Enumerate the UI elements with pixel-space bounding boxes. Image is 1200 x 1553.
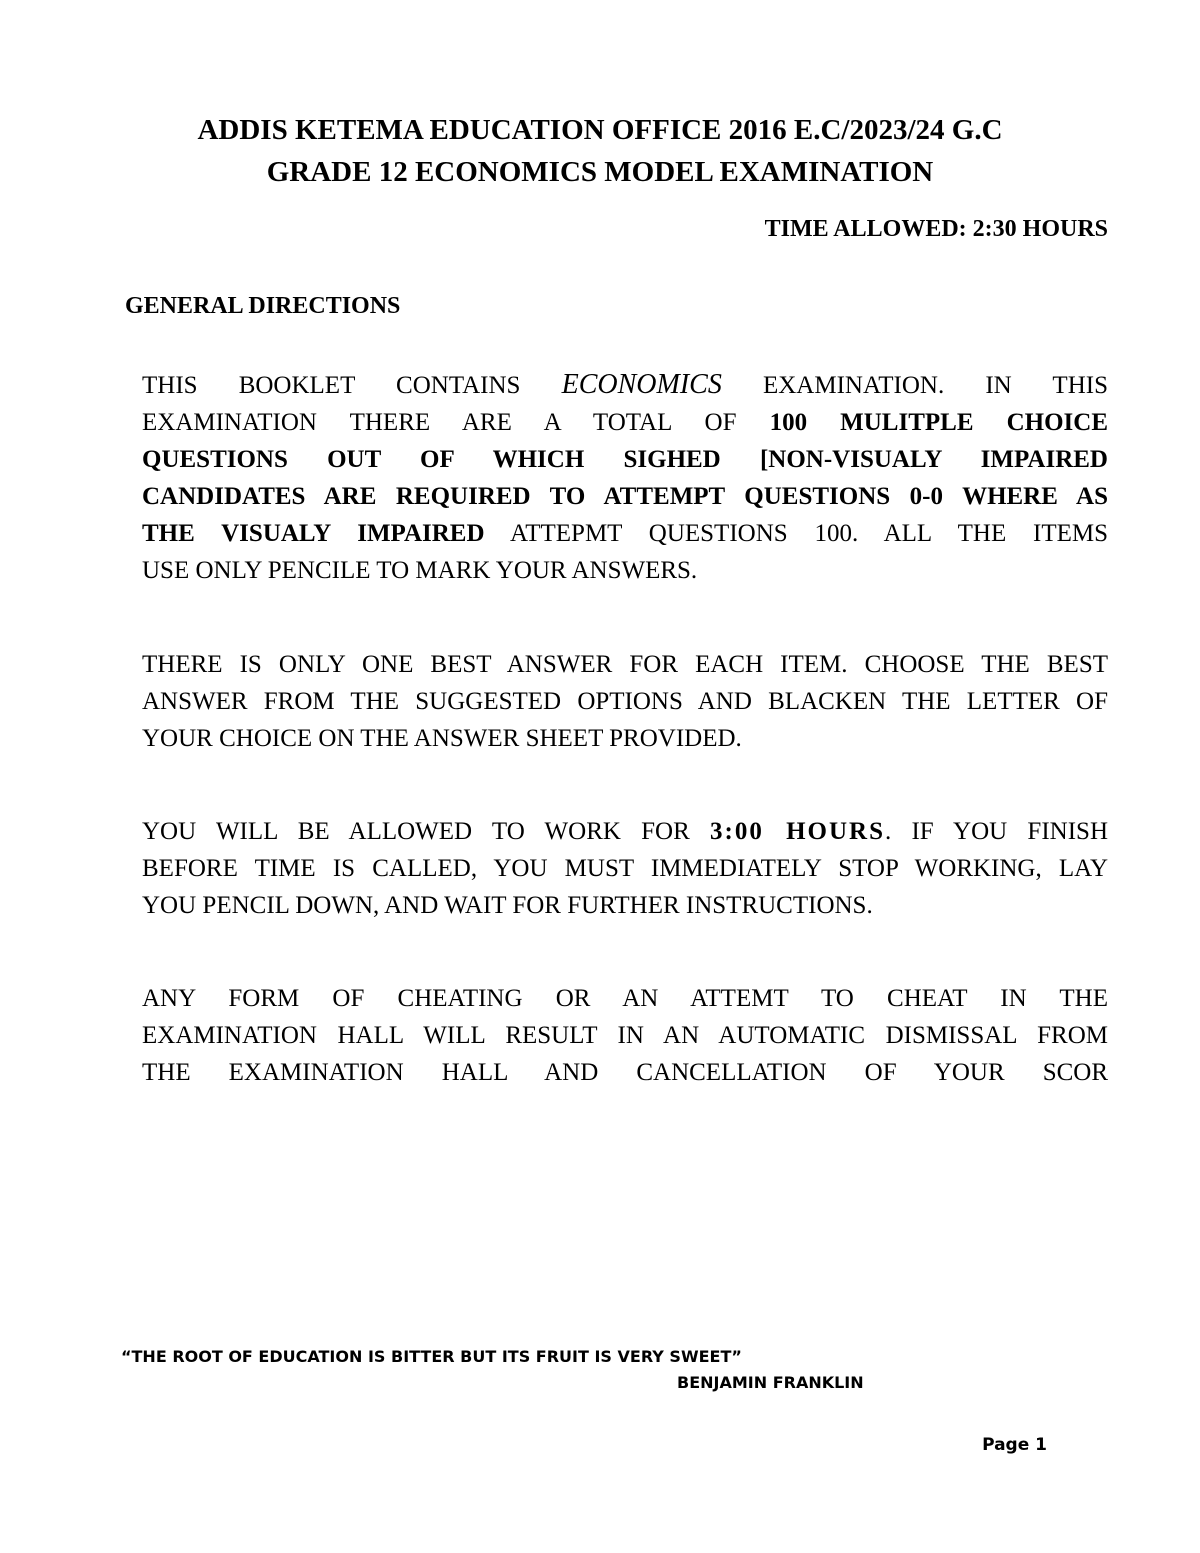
paragraph-line: CANDIDATES ARE REQUIRED TO ATTEMPT QUESTIONS 0-0 WHERE AS bbox=[142, 483, 1108, 510]
directions-paragraph-4 bbox=[142, 980, 1108, 1091]
paragraph-line: QUESTIONS OUT OF WHICH SIGHED [NON-VISUALY IMPAIRED bbox=[142, 446, 1108, 473]
paragraph-line: YOU WILL BE ALLOWED TO WORK FOR 3:00 HOURS. IF YOU FINISH bbox=[142, 818, 1108, 845]
paragraph-line: YOUR CHOICE ON THE ANSWER SHEET PROVIDED. bbox=[142, 725, 742, 752]
paragraph-line: ANY FORM OF CHEATING OR AN ATTEMT TO CHEAT IN THE bbox=[142, 985, 1108, 1012]
paragraph-line: ANSWER FROM THE SUGGESTED OPTIONS AND BLACKEN THE LETTER OF bbox=[142, 688, 1108, 715]
directions-paragraph-1 bbox=[142, 366, 1108, 589]
paragraph-line: BEFORE TIME IS CALLED, YOU MUST IMMEDIATELY STOP WORKING, LAY bbox=[142, 855, 1108, 882]
question-count: 100 MULITPLE CHOICE bbox=[769, 409, 1108, 436]
paragraph-line: YOU PENCIL DOWN, AND WAIT FOR FURTHER INSTRUCTIONS. bbox=[142, 892, 873, 919]
exam-subtitle: GRADE 12 ECONOMICS MODEL EXAMINATION bbox=[266, 156, 934, 188]
work-duration: 3:00 HOURS bbox=[710, 818, 885, 845]
directions-paragraph-3 bbox=[142, 813, 1108, 924]
paragraph-line: THERE IS ONLY ONE BEST ANSWER FOR EACH ITEM. CHOOSE THE BEST bbox=[142, 651, 1108, 678]
paragraph-line: THE EXAMINATION HALL AND CANCELLATION OF YOUR SCOR bbox=[142, 1059, 1108, 1086]
footer-quote: “THE ROOT OF EDUCATION IS BITTER BUT ITS FRUIT IS VERY SWEET” bbox=[121, 1347, 742, 1366]
quote-author: BENJAMIN FRANKLIN bbox=[677, 1373, 864, 1392]
paragraph-line: THIS BOOKLET CONTAINS ECONOMICS EXAMINATION. IN THIS bbox=[142, 369, 1108, 400]
directions-paragraph-2 bbox=[142, 646, 1108, 757]
time-allowed: TIME ALLOWED: 2:30 HOURS bbox=[764, 216, 1108, 242]
paragraph-line: EXAMINATION THERE ARE A TOTAL OF 100 MULITPLE CHOICE bbox=[142, 409, 1108, 436]
paragraph-line: THE VISUALY IMPAIRED ATTEPMT QUESTIONS 100. ALL THE ITEMS bbox=[142, 520, 1108, 547]
paragraph-line: EXAMINATION HALL WILL RESULT IN AN AUTOMATIC DISMISSAL FROM bbox=[142, 1022, 1108, 1049]
general-directions-heading: GENERAL DIRECTIONS bbox=[125, 293, 401, 319]
page-number: Page 1 bbox=[982, 1435, 1047, 1455]
paragraph-line: USE ONLY PENCILE TO MARK YOUR ANSWERS. bbox=[142, 557, 698, 584]
subject-name: ECONOMICS bbox=[561, 369, 722, 400]
page-title: ADDIS KETEMA EDUCATION OFFICE 2016 E.C/2023/24 G.C bbox=[197, 114, 1003, 146]
